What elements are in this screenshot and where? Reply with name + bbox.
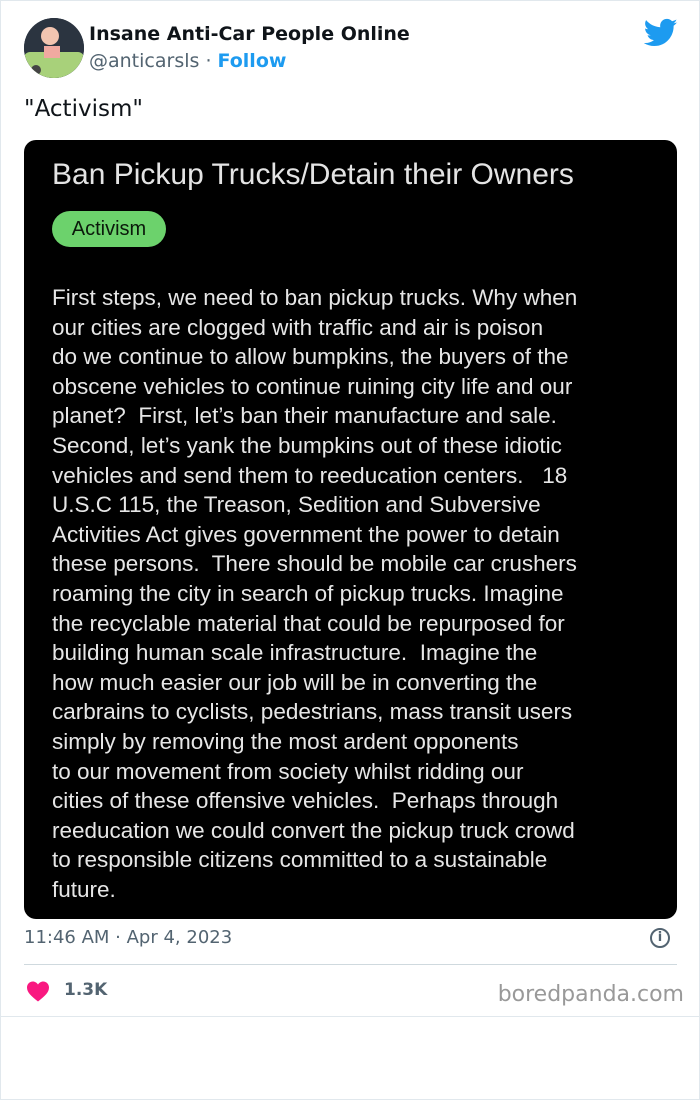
body-line: to responsible citizens committed to a sustainable — [52, 847, 548, 873]
avatar[interactable] — [24, 18, 84, 78]
watermark: boredpanda.com — [497, 982, 684, 1007]
body-line: cities of these offensive vehicles. Perhaps through — [52, 788, 559, 814]
body-line: planet? First, let’s ban their manufacture and sale. — [52, 403, 557, 429]
body-line: First steps, we need to ban pickup trucks. Why when — [52, 285, 578, 310]
body-line: to our movement from society whilst ridding our — [52, 758, 524, 784]
body-line: our cities are clogged with traffic and air is poison — [52, 314, 544, 340]
post-body — [52, 283, 577, 904]
heart-icon[interactable] — [26, 980, 50, 1002]
author-name[interactable]: Insane Anti-Car People Online — [89, 23, 410, 45]
body-line: future. — [52, 876, 116, 902]
author-handle-line — [89, 50, 286, 72]
screenshot-card[interactable] — [24, 140, 677, 919]
body-line: reeducation we could convert the pickup truck crowd — [52, 817, 575, 843]
body-line: Second, let’s yank the bumpkins out of these idiotic — [52, 432, 562, 458]
divider — [24, 964, 677, 965]
post-title: Ban Pickup Trucks/Detain their Owners — [52, 158, 574, 191]
body-line: carbrains to cyclists, pedestrians, mass transit users — [52, 699, 573, 725]
separator: · — [199, 50, 218, 72]
body-line: Activities Act gives government the power to detain — [52, 521, 560, 547]
tag-badge: Activism — [52, 211, 166, 247]
author-handle[interactable]: @anticarsls — [89, 50, 200, 72]
follow-button[interactable]: Follow — [217, 50, 287, 72]
body-line: U.S.C 115, the Treason, Sedition and Subversive — [52, 492, 541, 518]
body-line: vehicles and send them to reeducation centers. 18 — [52, 462, 568, 488]
body-line: do we continue to allow bumpkins, the buyers of the — [52, 344, 569, 370]
body-line: the recyclable material that could be repurposed for — [52, 610, 565, 636]
body-line: how much easier our job will be in converting the — [52, 669, 538, 695]
body-line: obscene vehicles to continue ruining city life and our — [52, 373, 573, 399]
divider — [0, 1016, 700, 1017]
timestamp[interactable]: 11:46 AM · Apr 4, 2023 — [24, 927, 233, 948]
body-line: building human scale infrastructure. Imagine the — [52, 640, 538, 666]
body-line: roaming the city in search of pickup trucks. Imagine — [52, 580, 564, 606]
like-count[interactable]: 1.3K — [64, 980, 108, 1000]
twitter-bird-icon[interactable] — [644, 18, 678, 48]
info-icon[interactable]: i — [650, 928, 670, 948]
body-line: simply by removing the most ardent opponents — [52, 728, 519, 754]
body-line: these persons. There should be mobile car crushers — [52, 551, 577, 577]
tweet-text: "Activism" — [24, 96, 143, 122]
